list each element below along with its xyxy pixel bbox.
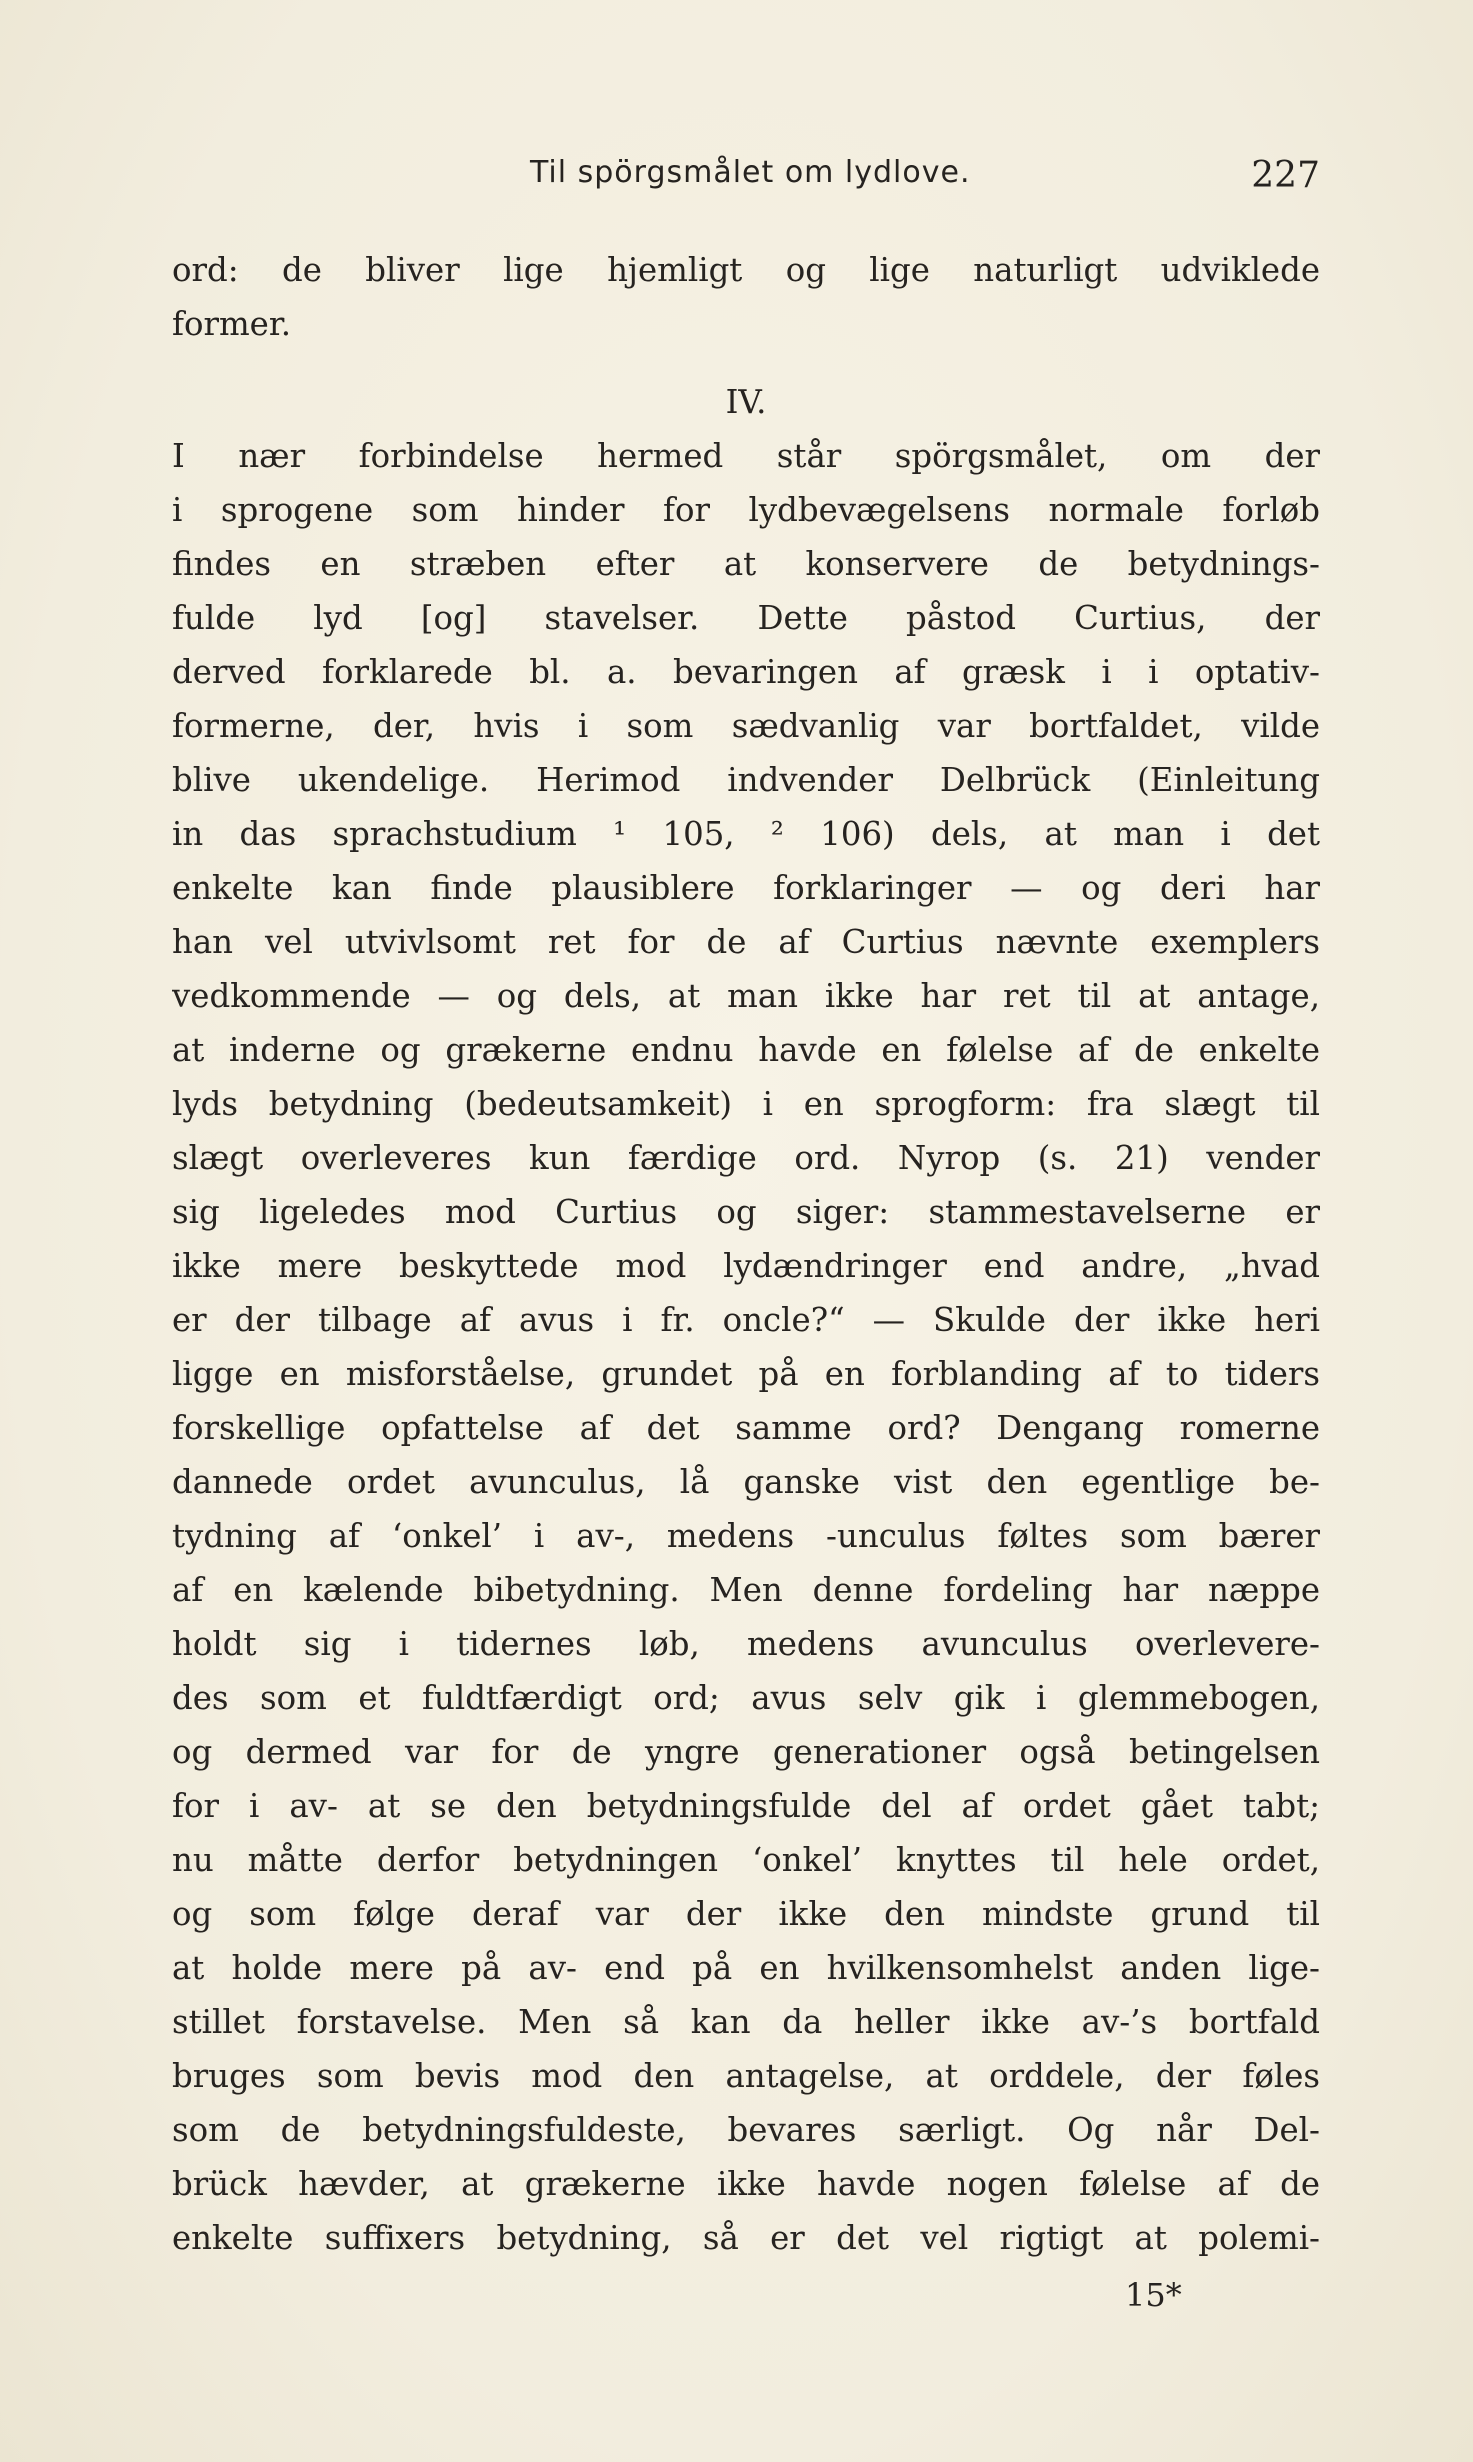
- text-line: vedkommende — og dels, at man ikke har ret til at antage,: [172, 977, 1320, 1015]
- text-line: ord: de bliver lige hjemligt og lige naturligt udviklede: [172, 251, 1320, 289]
- text-line: derved forklarede bl. a. bevaringen af græsk i i optativ-: [172, 653, 1320, 691]
- text-line: bruges som bevis mod den antagelse, at orddele, der føles: [172, 2057, 1320, 2095]
- text-line: at inderne og grækerne endnu havde en følelse af de enkelte: [172, 1031, 1320, 1069]
- text-line: han vel utvivlsomt ret for de af Curtius nævnte exemplers: [172, 923, 1320, 961]
- text-line: holdt sig i tidernes løb, medens avunculus overlevere-: [172, 1625, 1320, 1663]
- text-line: fulde lyd [og] stavelser. Dette påstod Curtius, der: [172, 599, 1320, 637]
- text-line: er der tilbage af avus i fr. oncle?“ — Skulde der ikke heri: [172, 1301, 1320, 1339]
- text-line: enkelte suffixers betydning, så er det vel rigtigt at polemi-: [172, 2219, 1320, 2257]
- text-line: lyds betydning (bedeutsamkeit) i en sprogform: fra slægt til: [172, 1085, 1320, 1123]
- text-line: forskellige opfattelse af det samme ord? Dengang romerne: [172, 1409, 1320, 1447]
- text-line: slægt overleveres kun færdige ord. Nyrop (s. 21) vender: [172, 1139, 1320, 1177]
- text-line: i sprogene som hinder for lydbevægelsens normale forløb: [172, 491, 1320, 529]
- text-line: blive ukendelige. Herimod indvender Delbrück (Einleitung: [172, 761, 1320, 799]
- text-line: former.: [172, 305, 292, 343]
- text-line: sig ligeledes mod Curtius og siger: stammestavelserne er: [172, 1193, 1320, 1231]
- text-line: I nær forbindelse hermed står spörgsmålet, om der: [172, 437, 1320, 475]
- text-line: som de betydningsfuldeste, bevares særligt. Og når Del-: [172, 2111, 1320, 2149]
- section-heading: IV.: [725, 383, 767, 421]
- text-line: formerne, der, hvis i som sædvanlig var bortfaldet, vilde: [172, 707, 1320, 745]
- text-line: at holde mere på av- end på en hvilkensomhelst anden lige-: [172, 1949, 1320, 1987]
- text-line: ligge en misforståelse, grundet på en forblanding af to tiders: [172, 1355, 1320, 1393]
- section-gap: [172, 351, 1320, 375]
- text-line: og dermed var for de yngre generationer også betingelsen: [172, 1733, 1320, 1771]
- text-line: nu måtte derfor betydningen ‘onkel’ knyttes til hele ordet,: [172, 1841, 1320, 1879]
- running-head: [172, 155, 1320, 205]
- text-line: for i av- at se den betydningsfulde del af ordet gået tabt;: [172, 1787, 1320, 1825]
- sheet-signature: 15*: [1125, 2276, 1182, 2314]
- page-number: 227: [1251, 155, 1320, 196]
- text-line: dannede ordet avunculus, lå ganske vist den egentlige be-: [172, 1463, 1320, 1501]
- text-line: brück hævder, at grækerne ikke havde nogen følelse af de: [172, 2165, 1320, 2203]
- body-text: [172, 243, 1320, 2265]
- text-line: des som et fuldtfærdigt ord; avus selv gik i glemmebogen,: [172, 1679, 1320, 1717]
- text-line: tydning af ‘onkel’ i av-, medens -unculus føltes som bærer: [172, 1517, 1320, 1555]
- text-line: findes en stræben efter at konservere de betydnings-: [172, 545, 1320, 583]
- text-line: enkelte kan finde plausiblere forklaringer — og deri har: [172, 869, 1320, 907]
- text-line: ikke mere beskyttede mod lydændringer end andre, „hvad: [172, 1247, 1320, 1285]
- text-line: og som følge deraf var der ikke den mindste grund til: [172, 1895, 1320, 1933]
- running-title: Til spörgsmålet om lydlove.: [530, 155, 971, 190]
- text-line: af en kælende bibetydning. Men denne fordeling har næppe: [172, 1571, 1320, 1609]
- text-line: in das sprachstudium ¹ 105, ² 106) dels, at man i det: [172, 815, 1320, 853]
- text-line: stillet forstavelse. Men så kan da heller ikke av-’s bortfald: [172, 2003, 1320, 2041]
